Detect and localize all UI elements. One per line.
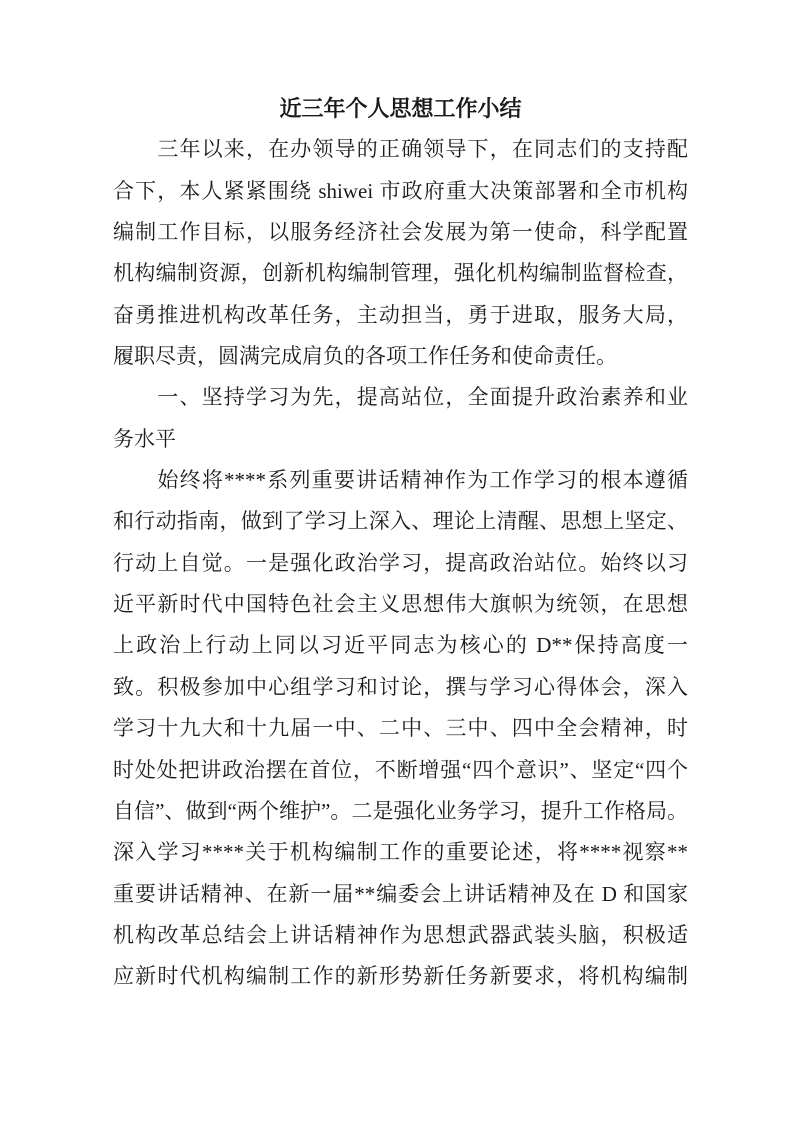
text-line: 三年以来，在办领导的正确领导下，在同志们的支持配 (113, 137, 688, 162)
document-page (113, 88, 688, 998)
text-line: 和行动指南，做到了学习上深入、理论上清醒、思想上坚定、 (113, 509, 688, 534)
text-line: 致。积极参加中心组学习和讨论，撰与学习心得体会，深入 (113, 674, 688, 699)
text-line: 机构编制资源，创新机构编制管理，强化机构编制监督检查， (113, 261, 688, 286)
text-line: 编制工作目标，以服务经济社会发展为第一使命，科学配置 (113, 220, 688, 245)
text-line: 奋勇推进机构改革任务，主动担当，勇于进取，服务大局， (113, 302, 688, 327)
text-line: 行动上自觉。一是强化政治学习，提高政治站位。始终以习 (113, 550, 688, 575)
text-line: 合下，本人紧紧围绕 shiwei 市政府重大决策部署和全市机构 (113, 178, 688, 203)
text-line: 始终将****系列重要讲话精神作为工作学习的根本遵循 (113, 468, 688, 493)
text-line: 履职尽责，圆满完成肩负的各项工作任务和使命责任。 (113, 344, 617, 369)
text-line: 上政治上行动上同以习近平同志为核心的 D**保持高度一 (113, 633, 688, 658)
text-line: 务水平 (113, 426, 176, 451)
text-line: 时处处把讲政治摆在首位，不断增强“四个意识”、坚定“四个 (113, 757, 688, 782)
text-line: 机构改革总结会上讲话精神作为思想武器武装头脑，积极适 (113, 922, 688, 947)
text-line: 应新时代机构编制工作的新形势新任务新要求，将机构编制 (113, 964, 688, 989)
text-line: 一、坚持学习为先，提高站位，全面提升政治素养和业 (113, 385, 688, 410)
text-line: 近平新时代中国特色社会主义思想伟大旗帜为统领，在思想 (113, 592, 688, 617)
text-line: 重要讲话精神、在新一届**编委会上讲话精神及在 D 和国家 (113, 881, 688, 906)
document-body (113, 129, 688, 997)
text-line: 自信”、做到“两个维护”。二是强化业务学习，提升工作格局。 (113, 798, 688, 823)
document-title: 近三年个人思想工作小结 (279, 96, 522, 121)
text-line: 学习十九大和十九届一中、二中、三中、四中全会精神，时 (113, 716, 688, 741)
text-line: 深入学习****关于机构编制工作的重要论述，将****视察** (113, 840, 688, 865)
